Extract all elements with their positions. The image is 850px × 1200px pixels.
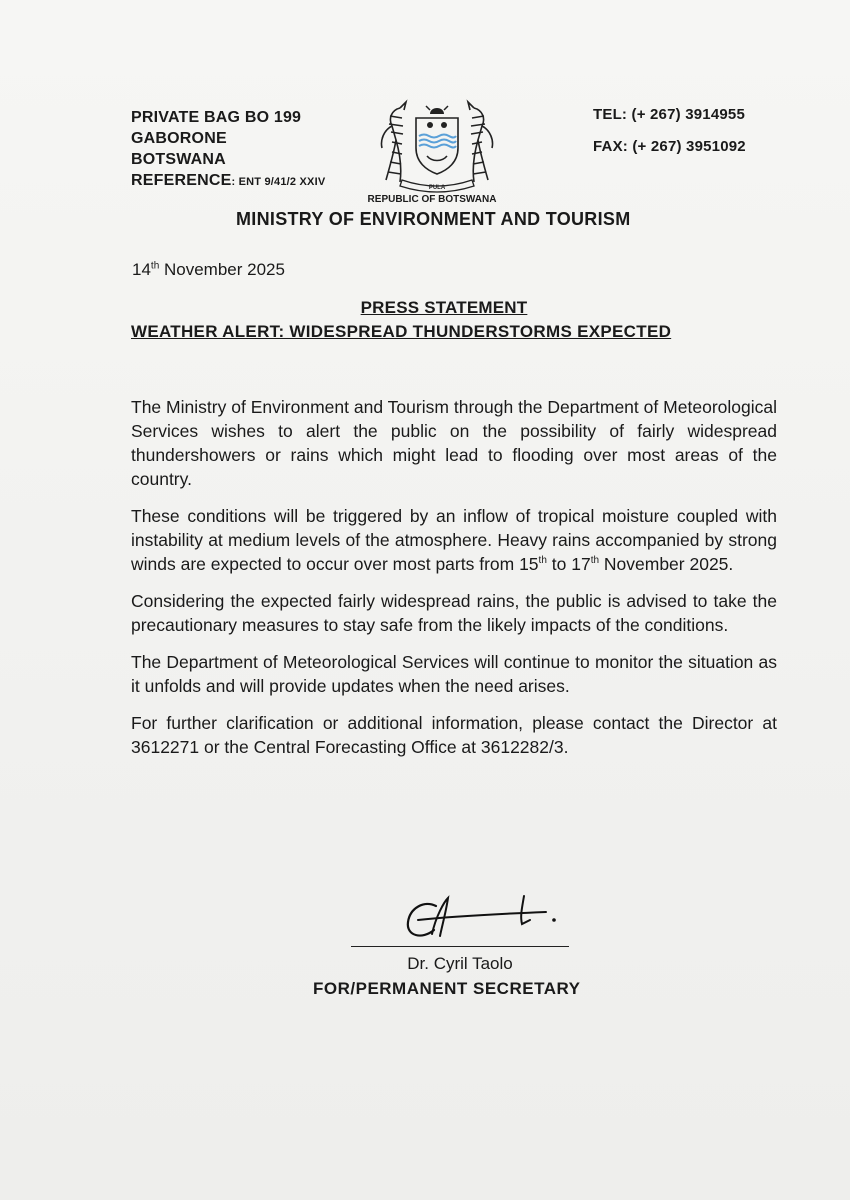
telephone: TEL: (+ 267) 3914955	[593, 106, 746, 123]
ministry-name: MINISTRY OF ENVIRONMENT AND TOURISM	[236, 209, 631, 229]
address-line-2: GABORONE	[131, 130, 227, 147]
signature-line	[351, 946, 569, 947]
paragraph-2	[131, 504, 777, 576]
fax: FAX: (+ 267) 3951092	[593, 138, 746, 155]
reference-value: : ENT 9/41/2 XXIV	[231, 176, 326, 188]
paragraph-5: For further clarification or additional information, please contact the Director at 3612271 or the Central Forecasting Office at 3612282/3.	[131, 713, 777, 757]
address-line-3: BOTSWANA	[131, 151, 226, 168]
date-rest: November 2025	[159, 260, 285, 279]
paragraph-2-end-suffix: th	[590, 555, 600, 567]
paragraph-4: The Department of Meteorological Services will continue to monitor the situation as it unfolds and will provide updates when the need arises.	[131, 652, 777, 696]
address-line-1: PRIVATE BAG BO 199	[131, 109, 302, 126]
statement-body	[131, 395, 777, 772]
paragraph-2-to: to	[546, 554, 572, 574]
handwritten-signature-icon	[396, 886, 566, 946]
republic-caption: REPUBLIC OF BOTSWANA	[367, 194, 497, 205]
signatory-role: FOR/PERMANENT SECRETARY	[313, 979, 581, 998]
document-type-heading: PRESS STATEMENT	[360, 298, 528, 317]
paragraph-2-text: These conditions will be triggered by an inflow of tropical moisture coupled with instability at medium levels of the atmosphere. Heavy rains accompanied by strong winds are expected to occur over most parts from	[131, 506, 777, 574]
date-suffix: th	[150, 260, 160, 272]
paragraph-1: The Ministry of Environment and Tourism through the Department of Meteorological Services wishes to alert the public on the possibility of fairly widespread thundershowers or rains which might lead to flooding over most areas of the country.	[131, 397, 777, 489]
statement-date	[132, 260, 285, 280]
date-day: 14	[132, 260, 151, 279]
coat-of-arms-icon	[372, 96, 502, 196]
crest-motto: PULA	[428, 185, 446, 191]
paragraph-2-start-suffix: th	[538, 555, 547, 567]
paragraph-3: Considering the expected fairly widespread rains, the public is advised to take the precautionary measures to stay safe from the likely impacts of the conditions.	[131, 591, 777, 635]
reference-label: REFERENCE	[131, 172, 232, 189]
postal-address	[131, 107, 325, 193]
heading-block	[0, 298, 850, 341]
document-title: WEATHER ALERT: WIDESPREAD THUNDERSTORMS EXPECTED	[131, 322, 672, 341]
paragraph-2-start-day: 15	[519, 554, 539, 574]
paragraph-2-end-day: 17	[571, 554, 591, 574]
signatory-name: Dr. Cyril Taolo	[407, 954, 513, 973]
reference	[131, 170, 325, 193]
paragraph-2-end: November 2025.	[599, 554, 734, 574]
